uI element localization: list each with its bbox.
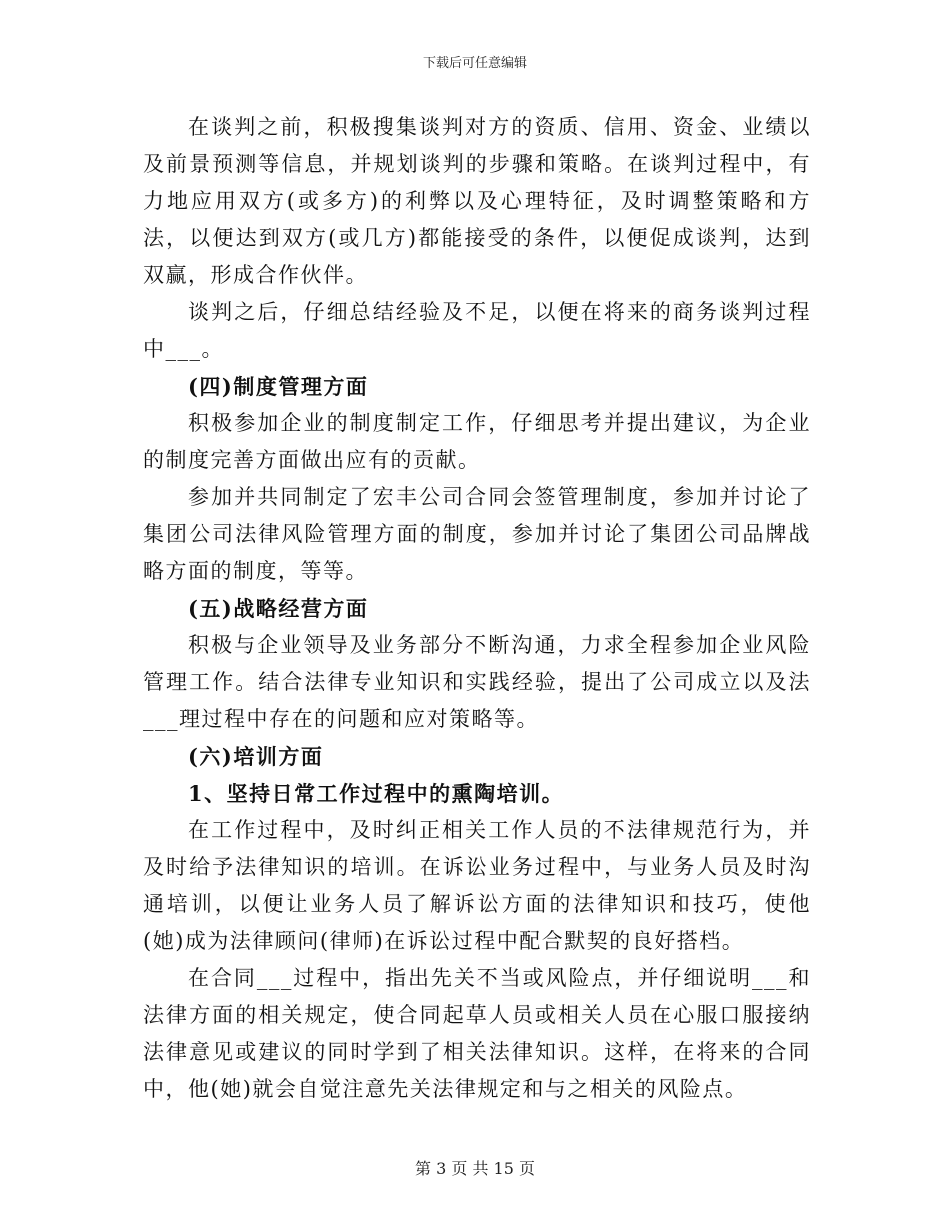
header-note: 下载后可任意编辑 [422,56,527,71]
paragraph-training-contract: 在合同___过程中，指出先关不当或风险点，并仔细说明___和法律方面的相关规定，使合同起草人员或相关人员在心服口服接纳法律意见或建议的同时学到了相关法律知识。这样，在将来的合同中，他(她)就会自觉注意先关法律规定和与之相关的风险点。 [143,966,811,1101]
paragraph-training-work: 在工作过程中，及时纠正相关工作人员的不法律规范行为，并及时给予法律知识的培训。在诉讼业务过程中，与业务人员及时沟通培训，以便让业务人员了解诉讼方面的法律知识和技巧，使他(她)成为法律顾问(律师)在诉讼过程中配合默契的良好搭档。 [143,818,811,953]
document-body [143,109,811,1108]
paragraph-system-details: 参加并共同制定了宏丰公司合同会签管理制度，参加并讨论了集团公司法律风险管理方面的制度，参加并讨论了集团公司品牌战略方面的制度，等等。 [143,485,811,583]
subheading-daily-training: 1、坚持日常工作过程中的熏陶培训。 [188,781,565,806]
section-heading-strategy: (五)战略经营方面 [188,596,369,621]
section-heading-system-management: (四)制度管理方面 [188,374,369,399]
page-number: 第 3 页 共 15 页 [415,1159,535,1178]
paragraph-system-participation: 积极参加企业的制度制定工作，仔细思考并提出建议，为企业的制度完善方面做出应有的贡献。 [143,411,811,472]
paragraph-pre-negotiation: 在谈判之前，积极搜集谈判对方的资质、信用、资金、业绩以及前景预测等信息，并规划谈判的步骤和策略。在谈判过程中，有力地应用双方(或多方)的利弊以及心理特征，及时调整策略和方法，以便达到双方(或几方)都能接受的条件，以便促成谈判，达到双赢，形成合作伙伴。 [143,115,811,287]
paragraph-strategy: 积极与企业领导及业务部分不断沟通，力求全程参加企业风险管理工作。结合法律专业知识和实践经验，提出了公司成立以及法___理过程中存在的问题和应对策略等。 [143,633,811,731]
paragraph-post-negotiation: 谈判之后，仔细总结经验及不足，以便在将来的商务谈判过程中___。 [143,300,811,361]
section-heading-training: (六)培训方面 [188,744,324,769]
